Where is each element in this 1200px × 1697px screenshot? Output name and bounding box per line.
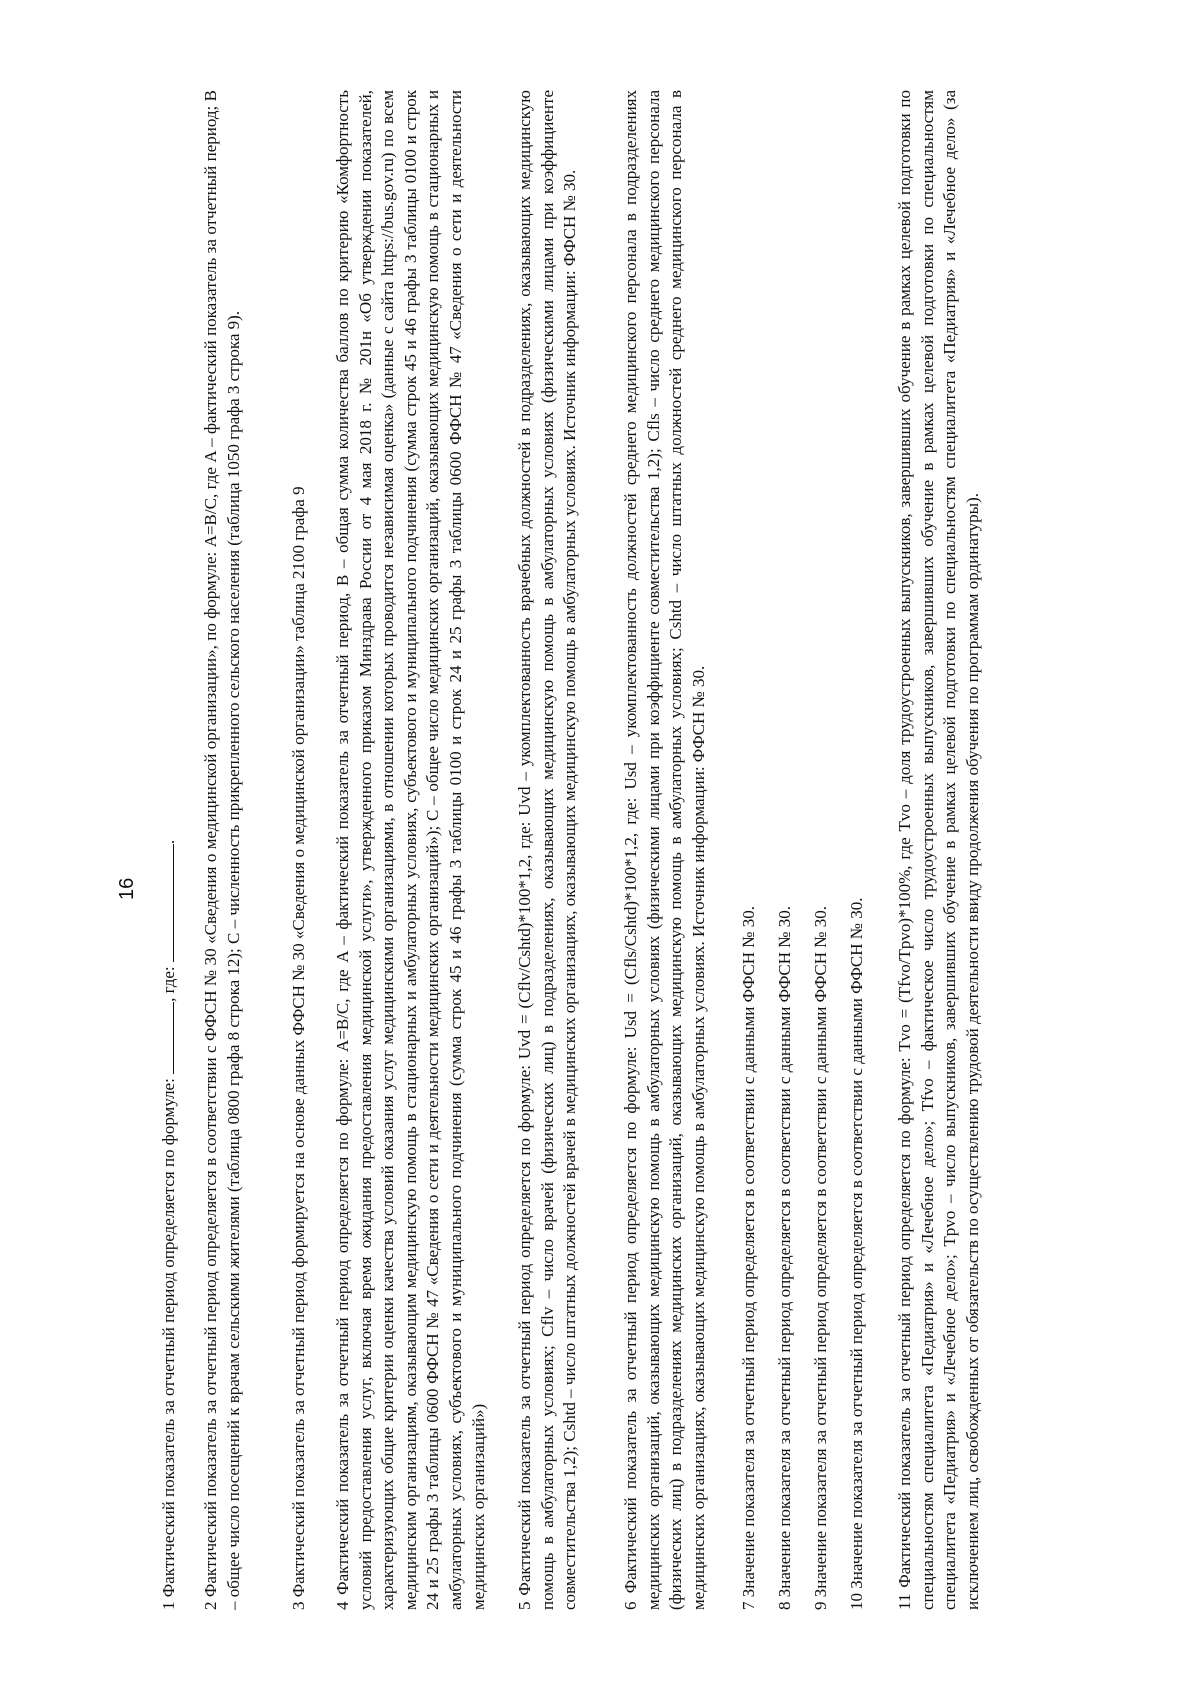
footnote-4: 4 Фактический показатель за отчетный период определяется по формуле: A=B/C, где A – фактический показатель за отчетный период, B – общая сумма количества баллов по критерию «Комфортность условий предоставления услуг, включая время ожидания предоставления медицинской услуги», утвержденного приказом Минздрава России от 4 мая 2018 г. № 201н «Об утверждении показателей, характеризующих общие критерии оценки качества условий оказания услуг медицинскими организациями, в отношении которых проводится независимая оценка» (данные с сайта https://bus.gov.ru) по всем медицинским организациям, оказывающим медицинскую помощь в стационарных и амбулаторных условиях, субъектового и муниципального подчинения (сумма строк 45 и 46 графы 3 таблицы 0100 и строк 24 и 25 графы 3 таблицы 0600 ФФСН № 47 «Сведения о сети и деятельности медицинских организаций»); C – общее число медицинских организаций, оказывающих медицинскую помощь в стационарных и амбулаторных условиях, субъектового и муниципального подчинения (сумма строк 45 и 46 графы 3 таблицы 0100 и строк 24 и 25 графы 3 таблицы 0600 ФФСН № 47 «Сведения о сети и деятельности медицинских организаций») [333, 90, 488, 1610]
footnote-1-mid: , где: [159, 962, 178, 1002]
footnote-1-post: . [159, 839, 178, 845]
formula-blank [158, 1002, 174, 1074]
footnote-3: 3 Фактический показатель за отчетный период формируется на основе данных ФФСН № 30 «Сведения о медицинской организации» таблица 2100 графа 9 [289, 486, 308, 1610]
footnote-2: 2 Фактический показатель за отчетный период определяется в соответствии с ФФСН № 30 «Сведения о медицинской организации», по формуле: A=B/C, где A – фактический показатель за отчетный период; B – общее число посещений к врачам сельскими жителями (таблица 0800 графа 8 строка 12); C – численность прикрепленного сельского населения (таблица 1050 графа 3 строка 9). [201, 90, 243, 1610]
footnote-5: 5 Фактический показатель за отчетный период определяется по формуле: Uvd = (Cflv/Cshtd)*100*1,2, где: Uvd – укомплектованность врачебных должностей в подразделениях, оказывающих медицинскую помощь в амбулаторных условиях; Cflv – число врачей (физических лиц) в подразделениях, оказывающих медицинскую помощь в амбулаторных условиях (физическими лицами при коэффициенте совместительства 1,2); Cshtd – число штатных должностей врачей в медицинских организациях, оказывающих медицинскую помощь в амбулаторных условиях. Источник информации: ФФСН № 30. [515, 90, 580, 1610]
footnote-1-pre: 1 Фактический показатель за отчетный период определяется по формуле: [159, 1073, 178, 1610]
definitions-blank [158, 844, 174, 962]
rotated-footnotes-block [116, 90, 1058, 1610]
page-number: 16 [116, 877, 138, 900]
footnote-7: 7 Значение показателя за отчетный период определяется в соответствии с данными ФФСН № 30. [739, 905, 758, 1610]
footnote-1 [158, 90, 181, 1610]
footnote-10: 10 Значение показателя за отчетный период определяется в соответствии с данными ФФСН № 30. [847, 897, 866, 1610]
footnote-6: 6 Фактический показатель за отчетный период определяется по формуле: Usd = (Cfls/Cshtd)*100*1,2, где: Usd – укомплектованность должностей среднего медицинского персонала в подразделениях медицинских организаций, оказывающих медицинскую помощь в амбулаторных условиях (физическими лицами при коэффициенте совместительства 1,2); Cfls – число среднего медицинского персонала (физических лиц) в подразделениях медицинских организаций, оказывающих медицинскую помощь в амбулаторных условиях; Cshtd – число штатных должностей среднего медицинского персонала в медицинских организациях, оказывающих медицинскую помощь в амбулаторных условиях. Источник информации: ФФСН № 30. [621, 90, 708, 1610]
footnote-9: 9 Значение показателя за отчетный период определяется в соответствии с данными ФФСН № 30. [811, 905, 830, 1610]
footnote-8: 8 Значение показателя за отчетный период определяется в соответствии с данными ФФСН № 30. [775, 905, 794, 1610]
footnote-11: 11 Фактический показатель за отчетный период определяется по формуле: Tvo = (Tfvo/Tpvo)*100%, где Tvo – доля трудоустроенных выпускников, завершивших обучение в рамках целевой подготовки по специальностям специалитета «Педиатрия» и «Лечебное дело»; Tfvo – фактическое число трудоустроенных выпускников, завершивших обучение в рамках целевой подготовки по специальностям специалитета «Педиатрия» и «Лечебное дело»; Tpvo – число выпускников, завершивших обучение в рамках целевой подготовки по специальностям специалитета «Педиатрия» и «Лечебное дело» (за исключением лиц, освобожденных от обязательств по осуществлению трудовой деятельности ввиду продолжения обучения по программам ординатуры). [895, 90, 982, 1610]
